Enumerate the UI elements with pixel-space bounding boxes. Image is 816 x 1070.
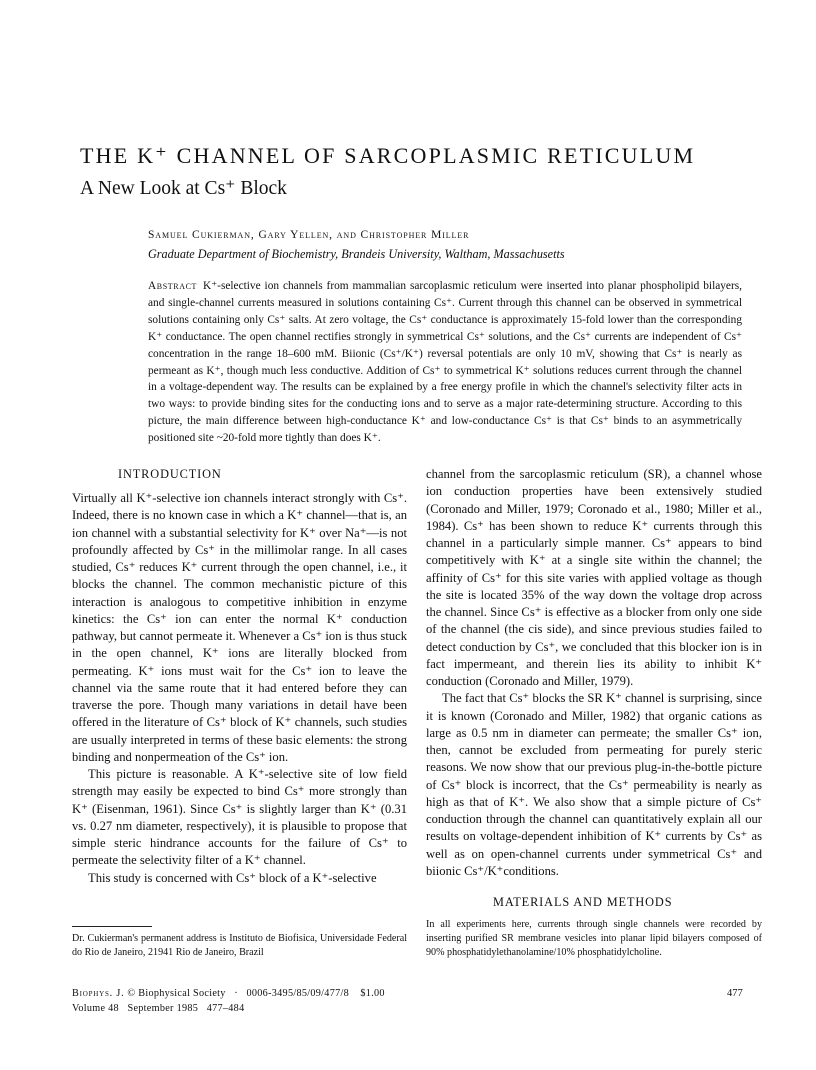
abstract-label: Abstract	[148, 280, 197, 292]
introduction-heading: INTRODUCTION	[118, 467, 222, 481]
price: $1.00	[360, 988, 385, 999]
footnote-rule	[72, 926, 152, 927]
methods-heading: MATERIALS AND METHODS	[493, 895, 673, 909]
intro-paragraph-2: This picture is reasonable. A K⁺-selective site of low field strength may easily be expected to bind Cs⁺ more strongly than K⁺ (Eisenman, 1961). Since Cs⁺ is slightly larger than K⁺ (0.31 vs. 0.27 nm diameter, respectively), it is plausible to propose that simple steric hindrance accounts for the failure of Cs⁺ to permeate the selectivity filter of a K⁺ channel.	[72, 767, 407, 868]
intro-paragraph-4: The fact that Cs⁺ blocks the SR K⁺ channel is surprising, since it is known (Coronado and Miller, 1982) that organic cations as large as 0.5 nm in diameter can permeate; the smaller Cs⁺ ion, then, cannot be excluded from permeating for purely steric reasons. We now show that our previous plug-in-the-bottle picture of Cs⁺ block is incorrect, that the Cs⁺ permeability is nearly as high as that of K⁺. We also show that a simple picture of Cs⁺ conduction through the channel can quantitatively explain all our results on voltage-dependent inhibition of K⁺ currents by Cs⁺ as well as on open-channel currents under symmetrical Cs⁺ and biionic Cs⁺/K⁺conditions.	[426, 691, 762, 878]
intro-paragraph-3: This study is concerned with Cs⁺ block of a K⁺-selective	[88, 870, 377, 885]
abstract	[148, 278, 742, 447]
intro-paragraph-1: Virtually all K⁺-selective ion channels interact strongly with Cs⁺. Indeed, there is no known case in which a K⁺ channel—that is, an ion channel with a substantial selectivity for K⁺ over Na⁺—is not profoundly affected by Cs⁺ in the millimolar range. In all cases studied, Cs⁺ reduces K⁺ current through the open channel, i.e., it blocks the channel. The common mechanistic picture of this interaction is analogous to competitive inhibition in enzyme kinetics: the Cs⁺ ion can enter the normal K⁺ conduction pathway, but cannot permeate it. Whenever a Cs⁺ ion is thus stuck in the open channel, K⁺ ions are literally blocked from permeating. K⁺ ions must wait for the Cs⁺ ion to leave the channel via the same route that it had entered before they can traverse the pore. Though many variations in detail have been offered in the literature of Cs⁺ block of K⁺ channels, such studies are usually interpreted in terms of these basic elements: the strong binding and nonpermeation of the Cs⁺ ion.	[72, 491, 407, 764]
author-list: Samuel Cukierman, Gary Yellen, and Christopher Miller	[148, 229, 470, 241]
journal-name: Biophys. J.	[72, 988, 125, 999]
article-title: THE K⁺ CHANNEL OF SARCOPLASMIC RETICULUM	[80, 143, 696, 168]
methods-text: In all experiments here, currents through single channels were recorded by inserting purified SR membrane vesicles into planar lipid bilayers composed of 90% phosphatidylethanolamine/10% phosphatidylcholine.	[426, 919, 762, 958]
footnote: Dr. Cukierman's permanent address is Instituto de Biofisica, Universidade Federal do Rio de Janeiro, 21941 Rio de Janeiro, Brazil	[72, 933, 407, 958]
right-column	[426, 466, 762, 880]
society: © Biophysical Society	[127, 988, 226, 999]
abstract-text: K⁺-selective ion channels from mammalian sarcoplasmic reticulum were inserted into planar phospholipid bilayers, and single-channel currents measured in solutions containing Cs⁺. Current through this channel can be observed in symmetrical solutions containing only Cs⁺ salts. At zero voltage, the Cs⁺ conductance is approximately 15-fold lower than the corresponding K⁺ conductance. The open channel rectifies strongly in symmetrical Cs⁺ solutions, and the Cs⁺ currents are independent of Cs⁺ concentration in the range 18–600 mM. Biionic (Cs⁺/K⁺) reversal potentials are only 10 mV, showing that Cs⁺ is nearly as permeant as K⁺, though much less conductive. Addition of Cs⁺ to symmetrical K⁺ solutions reduces current through the channel in a voltage-dependent way. The results can be explained by a free energy profile in which the channel's selectivity filter acts in two ways: to provide binding sites for the conducting ions and to serve as a major rate-determining structure. According to this picture, the main difference between high-conductance K⁺ and low-conductance Cs⁺ is that Cs⁺ binds to an asymmetrically positioned site ~20-fold more tightly than does K⁺.	[148, 280, 742, 445]
volume-line: Volume 48 September 1985 477–484	[72, 1003, 245, 1014]
page-number: 477	[727, 988, 743, 999]
left-column	[72, 490, 407, 887]
affiliation: Graduate Department of Biochemistry, Brandeis University, Waltham, Massachusetts	[148, 247, 565, 261]
intro-paragraph-3-continued: channel from the sarcoplasmic reticulum (SR), a channel whose ion conduction properties have been extensively studied (Coronado and Miller, 1979; Coronado et al., 1980; Miller et al., 1984). Cs⁺ has been shown to reduce K⁺ currents through this channel in a particularly simple manner. Cs⁺ appears to bind competitively with K⁺ at a single site within the channel; the affinity of Cs⁺ for this site varies with applied voltage as though the site is located 35% of the way down the voltage drop across the channel. Since Cs⁺ is effective as a blocker from only one side of the channel (the cis side), and since previous studies failed to detect conduction by Cs⁺, we concluded that this blocker ion is in fact impermeant, and therein lies its ability to inhibit K⁺ conduction (Coronado and Miller, 1979).	[426, 467, 762, 688]
journal-citation-line: Biophys. J. © Biophysical Society · 0006-3495/85/09/477/8 $1.00	[72, 988, 385, 999]
issn: 0006-3495/85/09/477/8	[246, 988, 350, 999]
article-subtitle: A New Look at Cs⁺ Block	[80, 178, 287, 199]
